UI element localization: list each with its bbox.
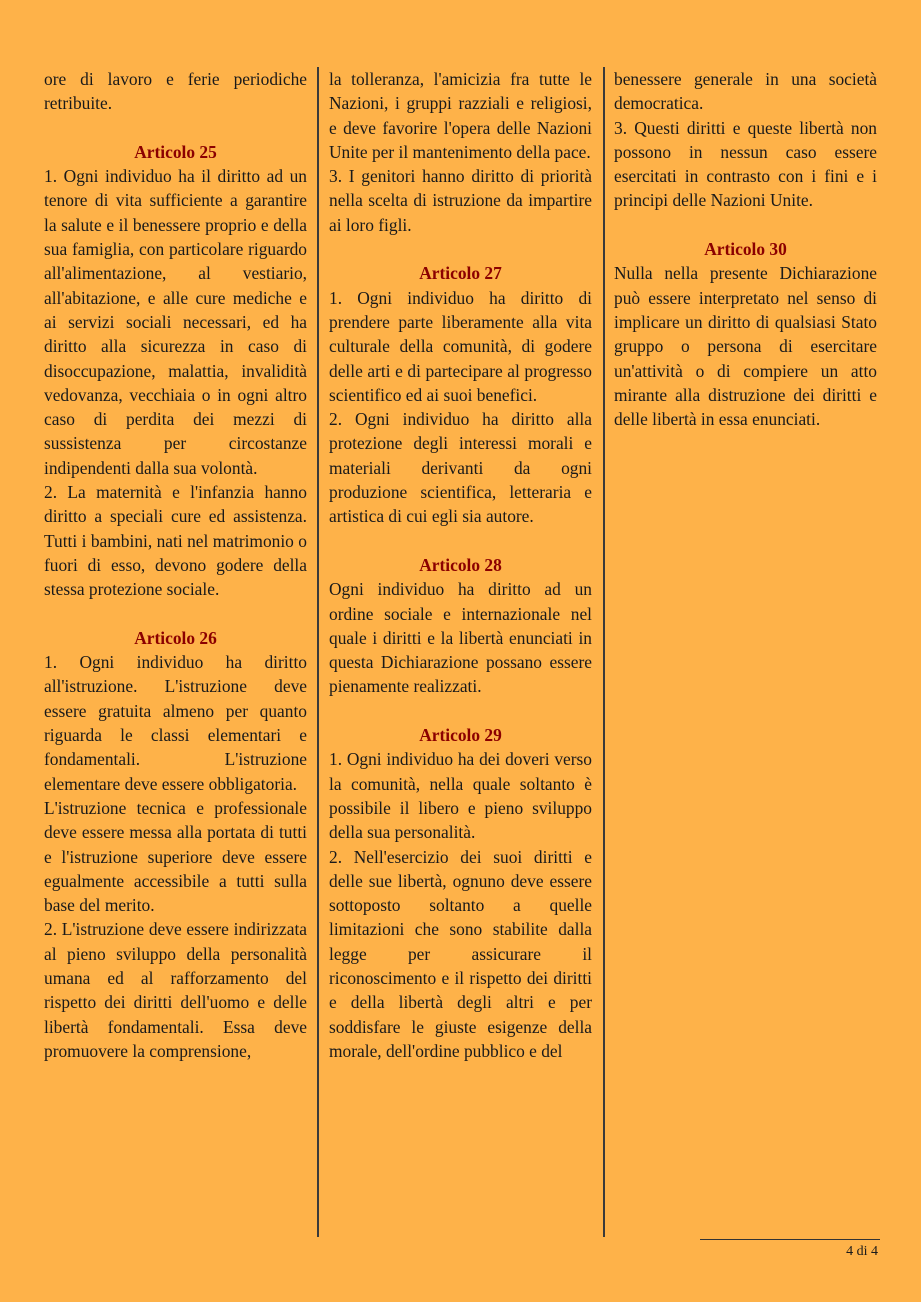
article-25-paragraph-2: 2. La maternità e l'infanzia hanno diritto a speciali cure ed assistenza. Tutti i bambini, nati nel matrimonio o fuori di esso, devono godere della stessa protezione sociale. [44,482,307,600]
article-26-paragraph-1: 1. Ogni individuo ha diritto all'istruzione. L'istruzione deve essere gratuita almeno per quanto riguarda le classi elementari e fondamentali. L'istruzione elementare deve essere obbligatoria. [44,652,307,794]
article-28-paragraph-1: Ogni individuo ha diritto ad un ordine sociale e internazionale nel quale i diritti e la libertà enunciati in questa Dichiarazione possano essere pienamente realizzati. [329,579,592,697]
article-30-heading: Articolo 30 [704,239,787,260]
article-26-heading: Articolo 26 [134,627,217,648]
column-2 [329,67,592,1063]
article-30-paragraph-1: Nulla nella presente Dichiarazione può essere interpretato nel senso di implicare un diritto di qualsiasi Stato gruppo o persona di esercitare un'attività o di compiere un atto mirante alla distruzione dei diritti e delle libertà in essa enunciati. [614,263,877,430]
article-29-paragraph-3: 3. Questi diritti e queste libertà non possono in nessun caso essere esercitati in contrasto con i fini e i principi delle Nazioni Unite. [614,117,877,211]
column-3 [614,67,877,431]
article-29-paragraph-2: 2. Nell'esercizio dei suoi diritti e delle sue libertà, ognuno deve essere sottoposto soltanto a quelle limitazioni che sono stabilite dalla legge per assicurare il riconoscimento e il rispetto dei diritti e della libertà degli altri e per soddisfare le giuste esigenze della morale, dell'ordine pubblico e del [329,846,592,1061]
article-26-paragraph-2: 2. L'istruzione deve essere indirizzata al pieno sviluppo della personalità umana ed al rafforzamento del rispetto dei diritti dell'uomo e delle libertà fondamentali. Essa deve promuovere la comprensione, [44,919,307,1061]
article-29-paragraph-1: 1. Ogni individuo ha dei doveri verso la comunità, nella quale soltanto è possibile il libero e pieno sviluppo della sua personalità. [329,749,592,843]
paragraph-continuation: la tolleranza, l'amicizia fra tutte le Nazioni, i gruppi razziali e religiosi, e deve favorire l'opera delle Nazioni Unite per il mantenimento della pace. [329,69,592,162]
article-27-heading: Articolo 27 [419,263,502,284]
page-number: 4 di 4 [846,1244,878,1259]
article-27-paragraph-1: 1. Ogni individuo ha diritto di prendere parte liberamente alla vita culturale della comunità, di godere delle arti e di partecipare al progresso scientifico ed ai suoi benefici. [329,287,592,405]
article-25-heading: Articolo 25 [134,141,217,162]
article-26-paragraph-1b: L'istruzione tecnica e professionale deve essere messa alla portata di tutti e l'istruzione superiore deve essere egualmente accessibile a tutti sulla base del merito. [44,797,307,916]
column-divider-1 [317,67,319,1237]
footer-rule [700,1239,880,1240]
column-1 [44,67,307,1063]
article-27-paragraph-2: 2. Ogni individuo ha diritto alla protezione degli interessi morali e materiali derivanti da ogni produzione scientifica, letteraria e artistica di cui egli sia autore. [329,409,592,527]
article-25-paragraph-1: 1. Ogni individuo ha il diritto ad un tenore di vita sufficiente a garantire la salute e il benessere proprio e della sua famiglia, con particolare riguardo all'alimentazione, al vestiario, all'abitazione, e alle cure mediche e ai servizi sociali necessari, ed ha diritto alla sicurezza in caso di disoccupazione, malattia, invalidità vedovanza, vecchiaia o in ogni altro caso di perdita dei mezzi di sussistenza per circostanze indipendenti dalla sua volontà. [44,166,307,478]
column-divider-2 [603,67,605,1237]
article-29-heading: Articolo 29 [419,725,502,746]
paragraph-continuation: benessere generale in una società democratica. [614,69,877,114]
paragraph-continuation: ore di lavoro e ferie periodiche retribuite. [44,69,307,114]
article-26-paragraph-3: 3. I genitori hanno diritto di priorità nella scelta di istruzione da impartire ai loro figli. [329,166,592,235]
article-28-heading: Articolo 28 [419,554,502,575]
